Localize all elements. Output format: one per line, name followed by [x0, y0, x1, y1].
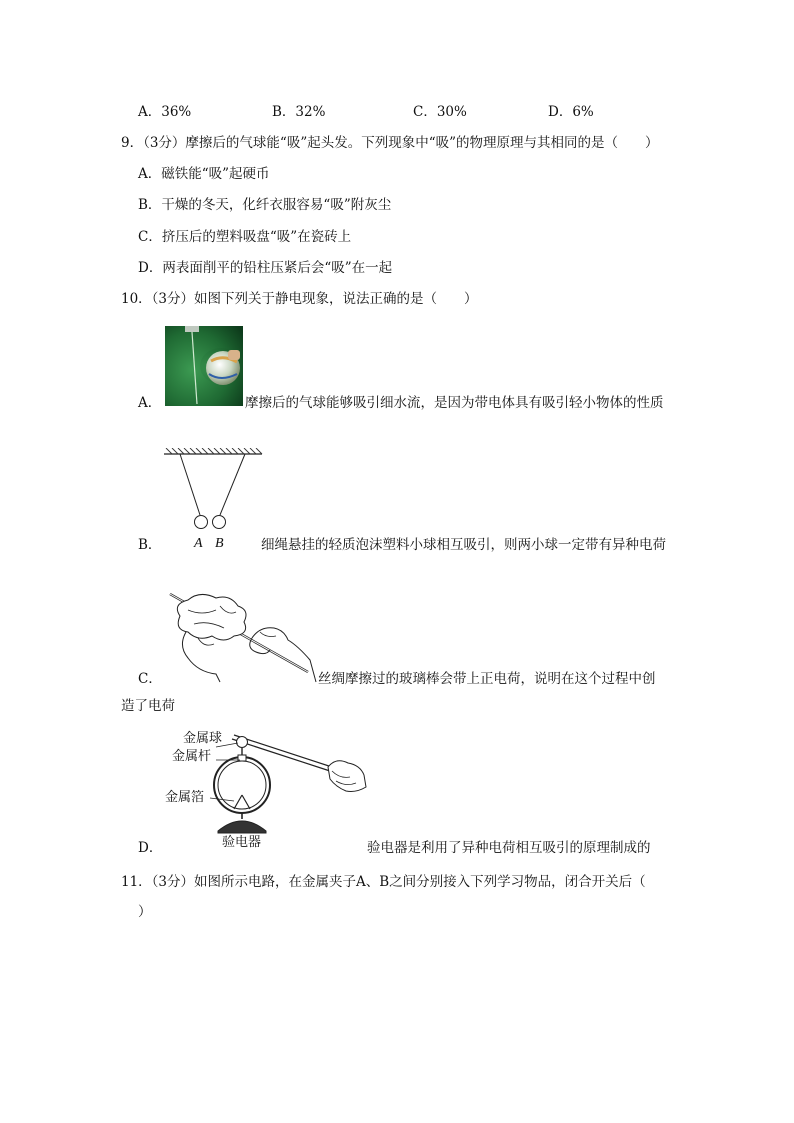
q10-option-d-text: 验电器是利用了异种电荷相互吸引的原理制成的 — [367, 840, 651, 856]
q9-option-c: C．挤压后的塑料吸盘“吸”在瓷砖上 — [138, 229, 352, 245]
q10-stem: 10．（3分）如图下列关于静电现象，说法正确的是（ ） — [121, 291, 478, 307]
q8-option-a: A．36% — [138, 104, 192, 120]
suspended-balls-diagram — [160, 448, 268, 552]
q10-option-d-letter: D． — [138, 840, 163, 856]
electroscope-foil-label: 金属箔 — [165, 790, 205, 805]
q9-stem: 9．（3分）摩擦后的气球能“吸”起头发。下列现象中“吸”的物理原理与其相同的是（ ） — [121, 135, 659, 151]
ball-label-a: A — [194, 536, 203, 551]
q10-option-a-text: 摩擦后的气球能够吸引细水流，是因为带电体具有吸引轻小物体的性质 — [245, 395, 664, 411]
q8-option-b: B．32% — [272, 104, 326, 120]
q9-option-d: D．两表面削平的铅柱压紧后会“吸”在一起 — [138, 260, 393, 276]
electroscope-ball-label: 金属球 — [183, 731, 223, 746]
electroscope-caption: 验电器 — [222, 835, 262, 850]
q10-option-c-text-line1: 丝绸摩擦过的玻璃棒会带上正电荷，说明在这个过程中创 — [318, 671, 656, 687]
q9-option-b: B．干燥的冬天，化纤衣服容易“吸”附灰尘 — [138, 197, 392, 213]
ball-label-b: B — [215, 536, 224, 551]
electroscope-rod-label: 金属杆 — [172, 749, 212, 764]
q10-option-b-letter: B． — [138, 537, 162, 553]
glass-rod-silk-drawing — [158, 586, 318, 686]
q8-option-c: C．30% — [413, 104, 467, 120]
q11-stem-line1: 11．（3分）如图所示电路，在金属夹子A、B之间分别接入下列学习物品，闭合开关后（ — [121, 874, 646, 890]
q10-option-c-text-line2: 造了电荷 — [121, 698, 175, 714]
balloon-water-stream-photo — [165, 326, 243, 406]
q10-option-a-letter: A． — [138, 395, 162, 411]
q8-option-d: D．6% — [548, 104, 594, 120]
q9-option-a: A．磁铁能“吸”起硬币 — [138, 166, 270, 182]
q10-option-b-text: 细绳悬挂的轻质泡沫塑料小球相互吸引，则两小球一定带有异种电荷 — [261, 537, 666, 553]
q10-option-c-letter: C． — [138, 671, 162, 687]
q11-stem-line2: ） — [138, 904, 152, 920]
